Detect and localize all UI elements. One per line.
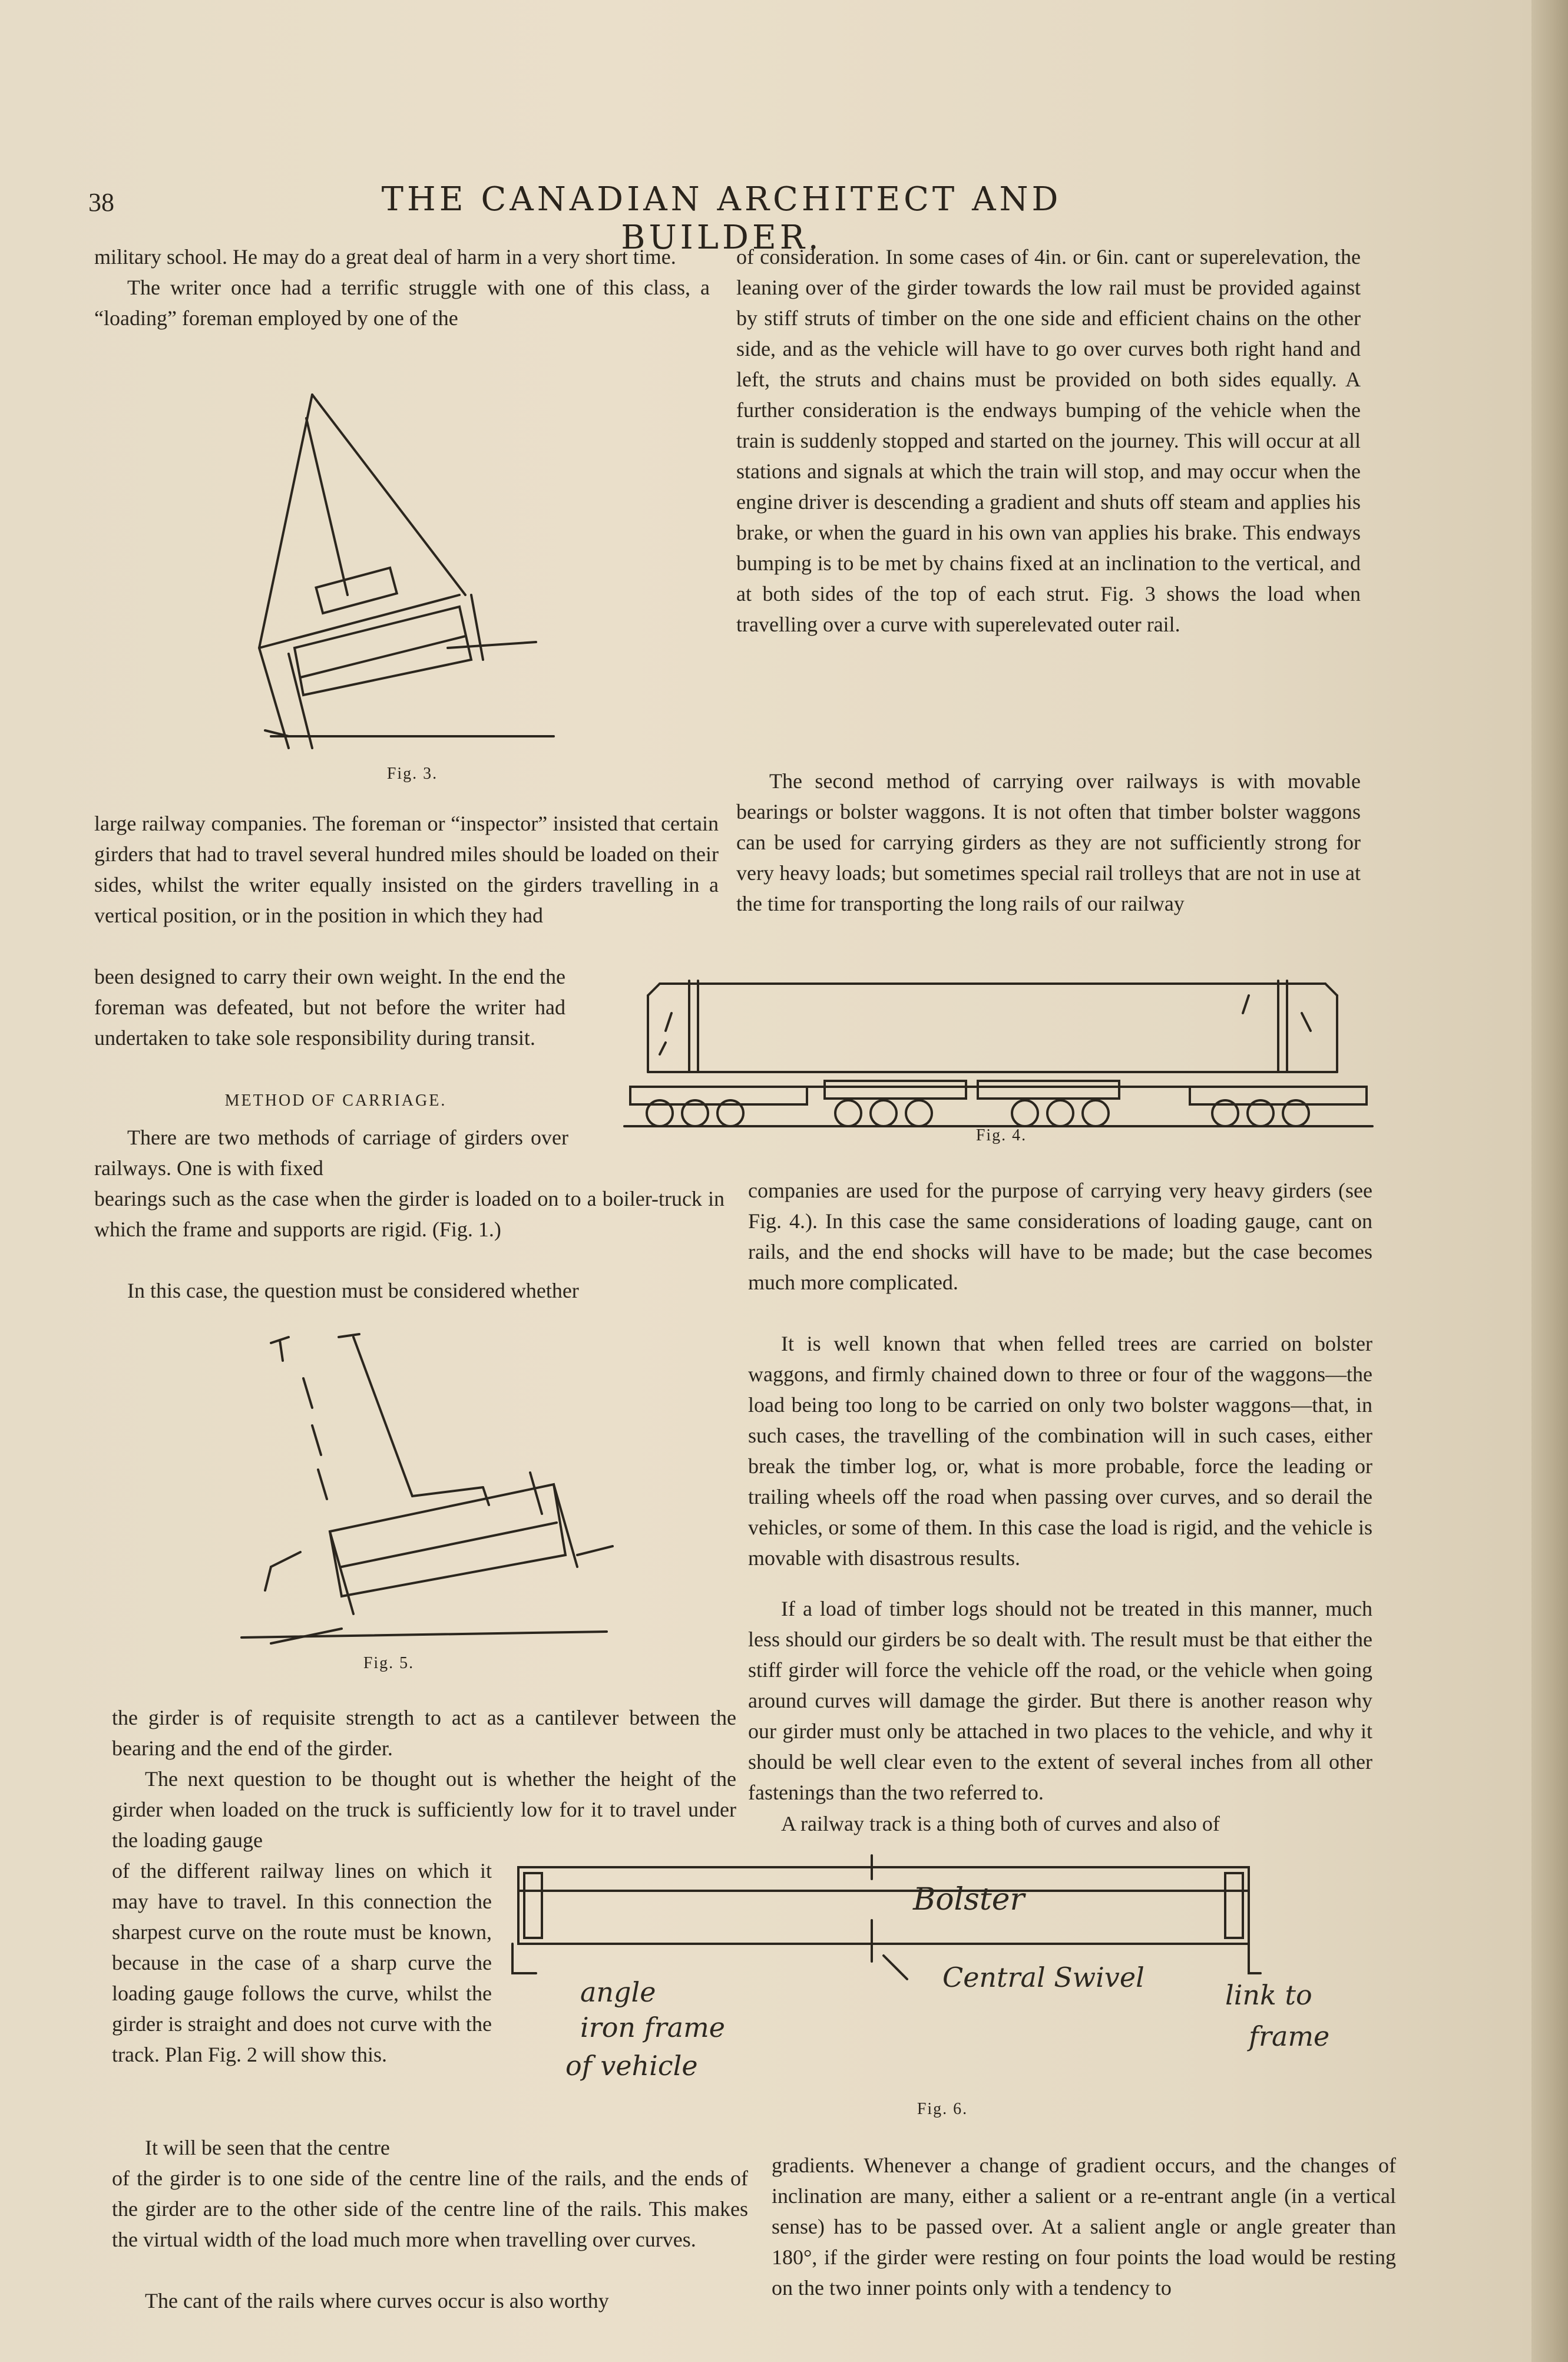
fig6-caption: Fig. 6. [917, 2100, 968, 2118]
right-paragraph-3: companies are used for the purpose of carrying very heavy girders (see Fig. 4.). In this case the same considerations of loading gauge, cant on rails, and the end shocks will have to be made; but the case becomes much more complicated. [748, 1179, 1372, 1294]
right-paragraph-1: of consideration. In some cases of 4in. or 6in. cant or superelevation, the leaning over of the girder towards the low rail must be provided against by stiff struts of timber on the one side and efficient chains on the other side, and as the vehicle will have to go over curves both right hand and left, the struts and chains must be provided on both sides equally. A further consideration is the endways bumping of the vehicle when the train is suddenly stopped and started on the journey. This will occur at all stations and signals at which the train will stop, and may occur when the engine driver is descending a gradient and shuts off steam and applies his brake, or when the guard in his own van applies his brake. This endways bumping is to be met by chains fixed at an inclination to the vertical, and at both sides of the top of each strut. Fig. 3 shows the load when travelling over a curve with superelevated outer rail. [736, 245, 1361, 636]
page-edge [1531, 0, 1568, 2362]
figure-4 [624, 966, 1372, 1131]
section-heading: METHOD OF CARRIAGE. [224, 1091, 447, 1110]
left-paragraph-1: military school. He may do a great deal of harm in a very short time. The writer once had a terrific struggle with one of this class, a “loading” foreman employed by one of the [94, 245, 710, 330]
left-paragraph-4b: bearings such as the case when the girder is loaded on to a boiler-truck in which the frame and supports are rigid. (Fig. 1.) [94, 1187, 725, 1241]
figure-5 [224, 1319, 624, 1649]
left-paragraph-3b: been designed to carry their own weight. In the end the foreman was defeated, but not before the writer had undertaken to take sole responsibility during transit. [94, 965, 565, 1050]
right-paragraph-2: The second method of carrying over railways is with movable bearings or bolster waggons. It is not often that timber bolster waggons can be used for carrying girders as they are not sufficiently strong for very heavy loads; but sometimes special rail trolleys that are not in use at the time for transporting the long rails of our railway [736, 769, 1361, 915]
fig3-caption: Fig. 3. [386, 765, 438, 783]
fig6-label-angle-line2: iron frame [580, 2012, 725, 2043]
fig6-label-angle-line3: of vehicle [565, 2050, 698, 2082]
page-number: 38 [88, 188, 114, 217]
left-paragraph-7a: The next question to be thought out is whether the height of the girder when loaded on the truck is sufficiently low for it to travel under the loading gauge [112, 1767, 736, 1852]
fig6-label-link-line2: frame [1249, 2020, 1330, 2052]
right-paragraph-7: gradients. Whenever a change of gradient occurs, and the changes of inclination are many, either a salient or a re-entrant angle (in a vertical sense) has to be passed over. At a salient angle or angle greater than 180°, if the girder were resting on four points the load would be resting on the two inner points only with a tendency to [772, 2153, 1396, 2300]
figure-6 [495, 1855, 1296, 1991]
fig6-label-angle-line1: angle [580, 1976, 656, 2008]
right-paragraph-6: A railway track is a thing both of curves and also of [781, 1812, 1220, 1835]
left-paragraph-4a: There are two methods of carriage of girders over railways. One is with fixed [94, 1126, 568, 1180]
left-paragraph-8a: It will be seen that the centre [145, 2136, 390, 2159]
right-paragraph-5: If a load of timber logs should not be treated in this manner, much less should our girders be so dealt with. The result must be that either the stiff girder will force the vehicle off the road, or the vehicle when going around curves will damage the girder. But there is another reason why our girder must only be attached in two places to the vehicle, and why it should be well clear even to the extent of several inches from all other fastenings than the two referred to. [748, 1597, 1372, 1804]
right-paragraph-4: It is well known that when felled trees are carried on bolster waggons, and firmly chained down to three or four of the waggons—the load being too long to be carried on only two bolster waggons—that, in such cases, the travelling of the combination will in such cases, either break the timber log, or, what is more probable, force the leading or trailing wheels off the road when passing over curves, and so derail the vehicles, or some of them. In this case the load is rigid, and the vehicle is movable with disastrous results. [748, 1332, 1372, 1570]
left-paragraph-9: The cant of the rails where curves occur is also worthy [145, 2289, 609, 2313]
figure-3 [247, 383, 565, 760]
fig5-caption: Fig. 5. [363, 1654, 415, 1672]
left-paragraph-5: In this case, the question must be considered whether [127, 1279, 579, 1302]
left-paragraph-7b: of the different railway lines on which it may have to travel. In this connection the sharpest curve on the route must be known, because in the case of a sharp curve the loading gauge follows the curve, whilst the girder is straight and does not curve with the track. Plan Fig. 2 will show this. [112, 1859, 492, 2066]
left-paragraph-8b: of the girder is to one side of the centre line of the rails, and the ends of the girder are to the other side of the centre line of the rails. This makes the virtual width of the load much more when travelling over curves. [112, 2166, 748, 2251]
left-paragraph-6: the girder is of requisite strength to act as a cantilever between the bearing and the end of the girder. [112, 1706, 736, 1760]
fig4-caption: Fig. 4. [975, 1126, 1027, 1144]
running-head: THE CANADIAN ARCHITECT AND BUILDER. [381, 180, 1062, 257]
left-paragraph-3: large railway companies. The foreman or “inspector” insisted that certain girders that had to travel several hundred miles should be loaded on their sides, whilst the writer equally insisted on the girders travelling in a vertical position, or in the position in which they had [94, 812, 719, 927]
fig6-label-central-swivel: Central Swivel [942, 1961, 1144, 1993]
fig6-label-link-line1: link to [1225, 1979, 1312, 2011]
fig6-label-bolster: Bolster [913, 1882, 1025, 1917]
